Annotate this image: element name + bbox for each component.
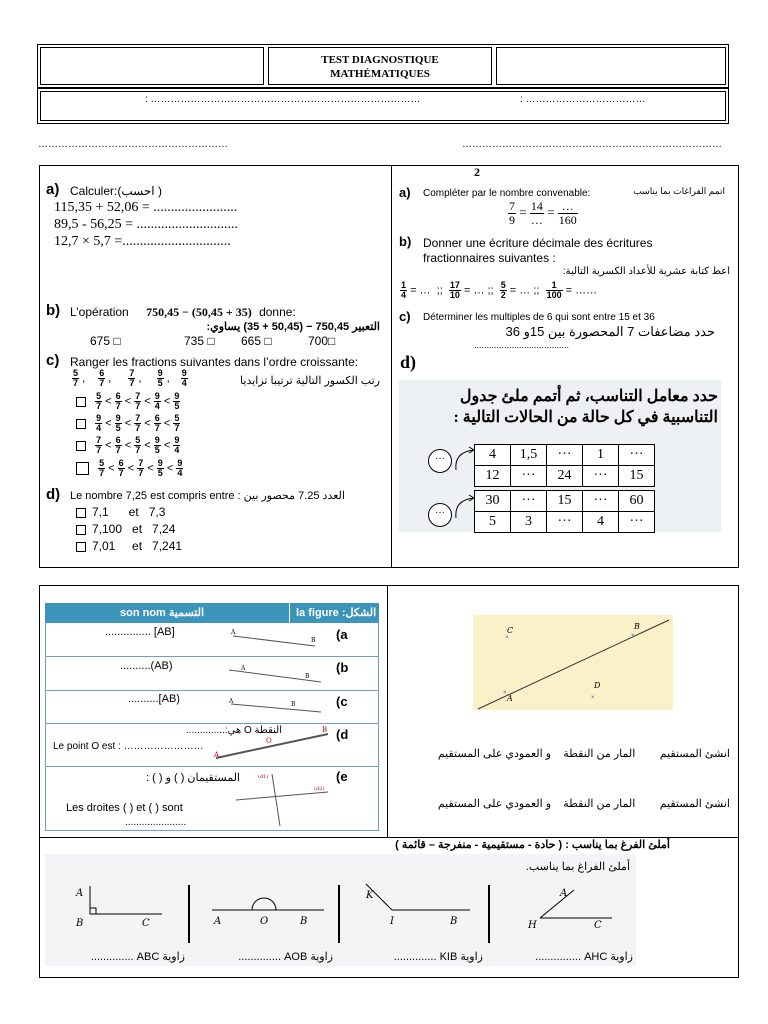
arrow-2 bbox=[450, 494, 476, 524]
row-c-letter: (c bbox=[336, 694, 348, 709]
t1-cell[interactable]: ··· bbox=[583, 466, 619, 487]
row-d-fr[interactable]: Le point O est : …………………… bbox=[53, 741, 204, 752]
b-option-3[interactable]: 665 □ bbox=[241, 334, 272, 348]
point-D-label: D bbox=[594, 681, 601, 690]
t2-cell[interactable]: ··· bbox=[547, 512, 583, 533]
acute-angle-figure bbox=[520, 880, 620, 930]
d-checkbox-1[interactable] bbox=[76, 508, 86, 518]
svg-text:B: B bbox=[291, 701, 296, 708]
order-checkbox-2[interactable] bbox=[76, 419, 86, 429]
section2-divider-v bbox=[387, 585, 388, 837]
header-figure-cell: la figure :الشكل bbox=[296, 607, 377, 619]
t2-cell[interactable]: 15 bbox=[547, 491, 583, 512]
segment-figure bbox=[225, 624, 325, 652]
svg-text:×: × bbox=[631, 633, 635, 639]
point-A-label: A bbox=[507, 694, 513, 703]
svg-text:×: × bbox=[503, 690, 507, 696]
b-option-4[interactable]: 700□ bbox=[308, 334, 336, 348]
calc-line-3: 12,7 × 5,7 =............................... bbox=[54, 234, 231, 249]
svg-text:A: A bbox=[241, 665, 246, 672]
row-e-dots[interactable]: ...................... bbox=[125, 817, 187, 828]
t1-cell[interactable]: 4 bbox=[475, 445, 511, 466]
t1-cell[interactable]: ··· bbox=[619, 445, 655, 466]
ex1-c-label: c) bbox=[46, 352, 60, 369]
ex2-b-label: b) bbox=[399, 234, 412, 249]
svg-text:A: A bbox=[214, 751, 220, 759]
construct-instruction-1: انشئ المستقيم المار من النقطة و العمودي على المستقيم bbox=[437, 748, 730, 760]
t2-cell[interactable]: ··· bbox=[583, 491, 619, 512]
row-b-name[interactable]: ..........(AB) bbox=[120, 660, 173, 672]
svg-text:H: H bbox=[528, 920, 537, 930]
ex1-d-text: Le nombre 7,25 est compris entre : العدد 7.25 محصور بين bbox=[70, 490, 345, 502]
angle-answer-4[interactable]: زاوية AHC ............... bbox=[535, 951, 633, 963]
name-field[interactable]: : ……………………………………………………………………… bbox=[145, 94, 421, 105]
order-option-1[interactable]: $\frac{5}{7}$ < $\frac{6}{7}$ < $\frac{7}{7}$ < $\frac{9}{4}$ < $\frac{9}{5}$ bbox=[76, 392, 180, 411]
ex2-c-dots: ...................................... bbox=[474, 340, 570, 350]
angle-answer-1[interactable]: زاوية ABC .............. bbox=[90, 951, 185, 963]
ex2-a-label: a) bbox=[399, 185, 411, 200]
angles-title: أملئ الفرغ بما يناسب : ( حادة - مستقيمية - منفرجة – قائمة ) bbox=[395, 839, 670, 851]
b-option-2[interactable]: 735 □ bbox=[184, 334, 215, 348]
perpendicular-figure bbox=[232, 770, 332, 828]
d-checkbox-2[interactable] bbox=[76, 525, 86, 535]
angles-subtitle: أملئ الفراغ بما يناسب. bbox=[525, 861, 630, 873]
svg-text:I: I bbox=[390, 916, 394, 927]
calc-line-2: 89,5 - 56,25 = ............................. bbox=[54, 217, 239, 232]
ex1-d-label: d) bbox=[46, 486, 61, 503]
angle-divider bbox=[338, 885, 340, 943]
svg-text:A: A bbox=[231, 629, 236, 636]
order-checkbox-1[interactable] bbox=[76, 397, 86, 407]
t1-cell[interactable]: 1,5 bbox=[511, 445, 547, 466]
ratio-circle-2-text: ··· bbox=[435, 507, 445, 518]
angle-answer-2[interactable]: زاوية AOB .............. bbox=[238, 951, 333, 963]
svg-text:O: O bbox=[260, 916, 269, 927]
ex2-d-label: d) bbox=[400, 352, 417, 372]
t2-cell[interactable]: 3 bbox=[511, 512, 547, 533]
t2-cell[interactable]: 60 bbox=[619, 491, 655, 512]
calc-line-1: 115,35 + 52,06 = ........................ bbox=[54, 200, 238, 215]
order-option-2[interactable]: $\frac{9}{4}$ < $\frac{9}{5}$ < $\frac{7}{7}$ < $\frac{6}{7}$ < $\frac{5}{7}$ bbox=[76, 414, 180, 433]
svg-text:C: C bbox=[142, 918, 150, 929]
order-option-4[interactable]: $\frac{5}{7}$ < $\frac{6}{7}$ < $\frac{7}{7}$ < $\frac{9}{5}$ < $\frac{9}{4}$ bbox=[76, 459, 183, 478]
ex1-calc-title: Calculer:(احسب ) bbox=[70, 184, 162, 198]
header-left-cell bbox=[40, 47, 264, 85]
svg-text:×: × bbox=[591, 695, 595, 701]
left-dots: ………………………………………………… bbox=[38, 139, 228, 150]
order-option-3[interactable]: $\frac{7}{7}$ < $\frac{6}{7}$ < $\frac{5}{7}$ < $\frac{9}{5}$ < $\frac{9}{4}$ bbox=[76, 436, 180, 455]
fraction-list: $\frac{5}{7}$ , $\frac{6}{7}$ , $\frac{7}{7}$ , $\frac{9}{5}$ , $\frac{9}{4}$ bbox=[73, 368, 187, 388]
svg-text:A: A bbox=[229, 698, 234, 705]
angle-divider bbox=[488, 885, 490, 943]
ex1-c-text: Ranger les fractions suivantes dans l’ordre croissante: bbox=[70, 355, 359, 369]
t1-cell[interactable]: ··· bbox=[511, 466, 547, 487]
ex2-b-ar: اعط كتابة عشرية للأعداد الكسرية التالية: bbox=[562, 266, 730, 277]
t2-cell[interactable]: 5 bbox=[475, 512, 511, 533]
row-e-letter: (e bbox=[336, 769, 348, 784]
d-option-2-text: 7,100 et 7,24 bbox=[92, 522, 176, 536]
svg-text:B: B bbox=[76, 918, 84, 929]
b-text-post: donne: bbox=[259, 305, 296, 319]
order-checkbox-3[interactable] bbox=[76, 441, 86, 451]
header-right-cell bbox=[496, 47, 726, 85]
proportion-table-1 bbox=[474, 444, 655, 487]
svg-text:B: B bbox=[450, 916, 458, 927]
ex2-a-ar: اتمم الفراغات بما يناسب bbox=[633, 186, 725, 196]
svg-text:A: A bbox=[76, 888, 84, 899]
fraction-equation: $\frac{7}{9}$ = $\frac{14}{\dots}$ = $\frac{\dots}{160}$ bbox=[509, 199, 577, 227]
row-a-name[interactable]: ............... [AB] bbox=[105, 626, 175, 638]
angle-answer-3[interactable]: زاوية KIB .............. bbox=[393, 951, 483, 963]
svg-text:B: B bbox=[305, 673, 310, 680]
b-expr: 750,45 − (50,45 + 35) bbox=[146, 305, 252, 319]
svg-text:K: K bbox=[366, 890, 374, 901]
line-figure bbox=[225, 660, 325, 688]
svg-text:B: B bbox=[311, 637, 316, 644]
arrow-1 bbox=[450, 446, 476, 476]
svg-text:(d1): (d1) bbox=[258, 774, 269, 780]
b-arabic: التعبير 750,45 − (50,45 + 35) يساوي: bbox=[206, 321, 380, 333]
t2-cell[interactable]: 30 bbox=[475, 491, 511, 512]
row-a-letter: (a bbox=[336, 627, 348, 642]
proportion-instruction: حدد معامل التناسب، ثم أتمم ملئ جدول التناسبية في كل حالة من الحالات التالية : bbox=[453, 388, 718, 426]
point-B-label: B bbox=[634, 622, 640, 631]
svg-text:O: O bbox=[266, 737, 272, 745]
b-text-pre: L’opération bbox=[70, 305, 129, 319]
d-option-3[interactable] bbox=[76, 539, 182, 553]
ratio-circle-1-text: ··· bbox=[435, 453, 445, 464]
ex2-b-text: Donner une écriture décimale des écritures fractionnaires suivantes : bbox=[423, 236, 653, 265]
svg-text:B: B bbox=[300, 916, 308, 927]
t1-cell[interactable]: 24 bbox=[547, 466, 583, 487]
d-option-1-text: 7,1 et 7,3 bbox=[92, 505, 166, 519]
row-d-ar[interactable]: النقطة O هي:.............. bbox=[185, 725, 282, 736]
t1-cell[interactable]: ··· bbox=[547, 445, 583, 466]
b-option-1[interactable]: 675 □ bbox=[90, 334, 121, 348]
svg-text:×: × bbox=[505, 635, 509, 641]
row-e-fr[interactable]: Les droites ( ) et ( ) sont bbox=[66, 802, 183, 814]
angle-divider bbox=[188, 885, 190, 943]
straight-angle-figure bbox=[208, 880, 328, 930]
row-d-letter: (d bbox=[336, 727, 349, 742]
t1-cell[interactable]: 12 bbox=[475, 466, 511, 487]
d-checkbox-3[interactable] bbox=[76, 542, 86, 552]
header-title-cell bbox=[268, 47, 492, 85]
t2-cell[interactable]: ··· bbox=[619, 512, 655, 533]
decimal-line: $\frac{1}{4}$ = … ;; $\frac{17}{10}$ = … ;; $\frac{5}{2}$ = … ;; $\frac{1}{100}$ = …… bbox=[401, 280, 598, 300]
header-col-divider bbox=[289, 603, 290, 623]
point-C-label: C bbox=[507, 626, 514, 635]
d-option-1[interactable] bbox=[76, 505, 165, 519]
svg-text:A: A bbox=[560, 888, 568, 899]
ex2-number: 2 bbox=[474, 165, 480, 179]
ex1-a-label: a) bbox=[46, 181, 60, 198]
ex2-a-text: Compléter par le nombre convenable: bbox=[423, 188, 591, 199]
c-arabic: رتب الكسور التالية ترتيبا تزايديا bbox=[240, 375, 380, 387]
title-line1: TEST DIAGNOSTIQUE bbox=[321, 54, 439, 66]
d-option-3-text: 7,01 et 7,241 bbox=[92, 539, 183, 553]
row-divider bbox=[45, 690, 379, 691]
row-c-name[interactable]: ..........[AB) bbox=[128, 693, 180, 705]
t1-cell[interactable]: 1 bbox=[583, 445, 619, 466]
order-checkbox-4[interactable] bbox=[76, 462, 89, 475]
class-field[interactable]: : ……………………………… bbox=[520, 94, 646, 105]
ex2-c-ar: حدد مضاعفات 7 المحصورة بين 15و 36 bbox=[505, 324, 715, 339]
midpoint-figure bbox=[210, 724, 335, 764]
row-e-ar[interactable]: المستقيمان ( ) و ( ) : bbox=[146, 772, 240, 784]
ex1-b-text bbox=[70, 305, 296, 320]
row-b-letter: (b bbox=[336, 660, 349, 675]
ex2-c-label: c) bbox=[399, 309, 411, 324]
right-angle-figure bbox=[70, 880, 165, 930]
svg-text:B: B bbox=[322, 726, 328, 734]
svg-text:(d2): (d2) bbox=[314, 786, 325, 792]
row-divider bbox=[45, 766, 379, 767]
ratio-circle-1[interactable] bbox=[428, 449, 452, 473]
ray-figure bbox=[225, 694, 325, 720]
points-figure bbox=[473, 615, 673, 710]
svg-text:A: A bbox=[214, 916, 222, 927]
ratio-circle-2[interactable] bbox=[428, 503, 452, 527]
header-name-cell: son nom التسمية bbox=[120, 607, 205, 619]
ex2-c-text: Déterminer les multiples de 6 qui sont entre 15 et 36 bbox=[423, 312, 655, 323]
row-divider bbox=[45, 656, 379, 657]
t1-cell[interactable]: 15 bbox=[619, 466, 655, 487]
ex1-b-label: b) bbox=[46, 302, 61, 319]
construct-instruction-2: انشئ المستقيم المار من النقطة و العمودي على المستقيم bbox=[437, 798, 730, 810]
proportion-table-2 bbox=[474, 490, 655, 533]
t2-cell[interactable]: ··· bbox=[511, 491, 547, 512]
right-dots: …………………………………………………………………… bbox=[462, 139, 722, 150]
t2-cell[interactable]: 4 bbox=[583, 512, 619, 533]
section1-divider bbox=[391, 165, 392, 568]
title-line2: MATHÉMATIQUES bbox=[330, 68, 430, 80]
svg-text:C: C bbox=[594, 920, 602, 930]
obtuse-angle-figure bbox=[360, 880, 480, 930]
d-option-2[interactable] bbox=[76, 522, 175, 536]
